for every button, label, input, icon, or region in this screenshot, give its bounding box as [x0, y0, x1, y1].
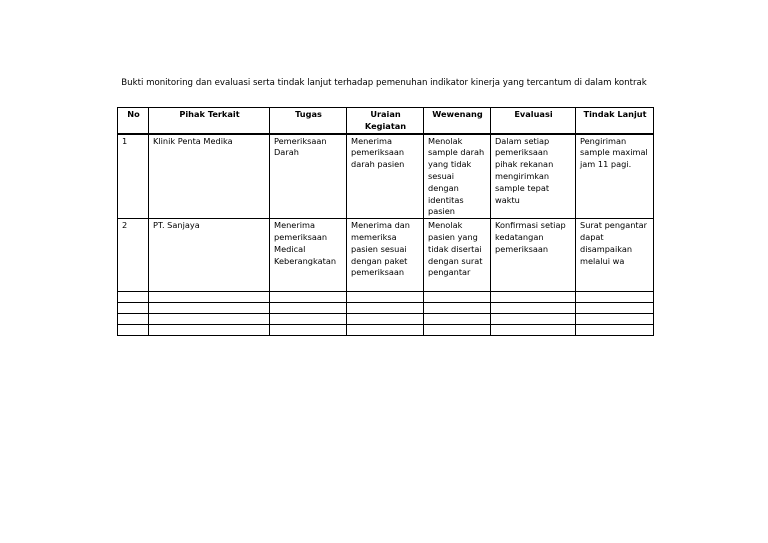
empty-cell [424, 325, 491, 336]
empty-cell [576, 314, 654, 325]
cell-no: 1 [118, 134, 149, 219]
cell-tugas: Menerima pemeriksaan Medical Keberangkatan [270, 219, 347, 292]
empty-cell [576, 325, 654, 336]
empty-cell [149, 314, 270, 325]
empty-cell [118, 325, 149, 336]
table-header-row [118, 108, 654, 134]
document-title: Bukti monitoring dan evaluasi serta tindak lanjut terhadap pemenuhan indikator kinerja yang tercantum di dalam kontrak [121, 78, 647, 88]
table-row [118, 134, 654, 219]
empty-cell [149, 292, 270, 303]
header-wewenang: Wewenang [424, 108, 491, 134]
empty-table-row [118, 303, 654, 314]
empty-cell [149, 303, 270, 314]
cell-wewenang: Menolak sample darah yang tidak sesuai dengan identitas pasien [424, 134, 491, 219]
header-evaluasi: Evaluasi [491, 108, 576, 134]
table-row [118, 219, 654, 292]
cell-no: 2 [118, 219, 149, 292]
cell-pihak-terkait: PT. Sanjaya [149, 219, 270, 292]
header-tugas: Tugas [270, 108, 347, 134]
empty-cell [424, 314, 491, 325]
empty-cell [270, 314, 347, 325]
header-tindak-lanjut: Tindak Lanjut [576, 108, 654, 134]
cell-evaluasi: Konfirmasi setiap kedatangan pemeriksaan [491, 219, 576, 292]
empty-cell [270, 303, 347, 314]
empty-cell [270, 325, 347, 336]
empty-cell [270, 292, 347, 303]
empty-cell [576, 303, 654, 314]
empty-table-row [118, 314, 654, 325]
cell-evaluasi: Dalam setiap pemeriksaan pihak rekanan mengirimkan sample tepat waktu [491, 134, 576, 219]
empty-table-row [118, 325, 654, 336]
empty-table-row [118, 292, 654, 303]
cell-uraian-kegiatan: Menerima pemeriksaan darah pasien [347, 134, 424, 219]
empty-cell [118, 314, 149, 325]
cell-tindak-lanjut: Pengiriman sample maximal jam 11 pagi. [576, 134, 654, 219]
cell-pihak-terkait: Klinik Penta Medika [149, 134, 270, 219]
monitoring-table [117, 107, 654, 336]
empty-cell [491, 314, 576, 325]
empty-cell [491, 292, 576, 303]
empty-cell [491, 303, 576, 314]
cell-tugas: Pemeriksaan Darah [270, 134, 347, 219]
empty-cell [347, 292, 424, 303]
empty-cell [347, 303, 424, 314]
empty-cell [347, 314, 424, 325]
cell-wewenang: Menolak pasien yang tidak disertai dengan surat pengantar [424, 219, 491, 292]
header-no: No [118, 108, 149, 134]
header-pihak-terkait: Pihak Terkait [149, 108, 270, 134]
cell-uraian-kegiatan: Menerima dan memeriksa pasien sesuai dengan paket pemeriksaan [347, 219, 424, 292]
empty-cell [118, 303, 149, 314]
empty-cell [347, 325, 424, 336]
empty-cell [491, 325, 576, 336]
header-uraian-kegiatan: Uraian Kegiatan [347, 108, 424, 134]
empty-cell [149, 325, 270, 336]
empty-cell [118, 292, 149, 303]
empty-cell [576, 292, 654, 303]
empty-cell [424, 303, 491, 314]
empty-cell [424, 292, 491, 303]
cell-tindak-lanjut: Surat pengantar dapat disampaikan melalui wa [576, 219, 654, 292]
